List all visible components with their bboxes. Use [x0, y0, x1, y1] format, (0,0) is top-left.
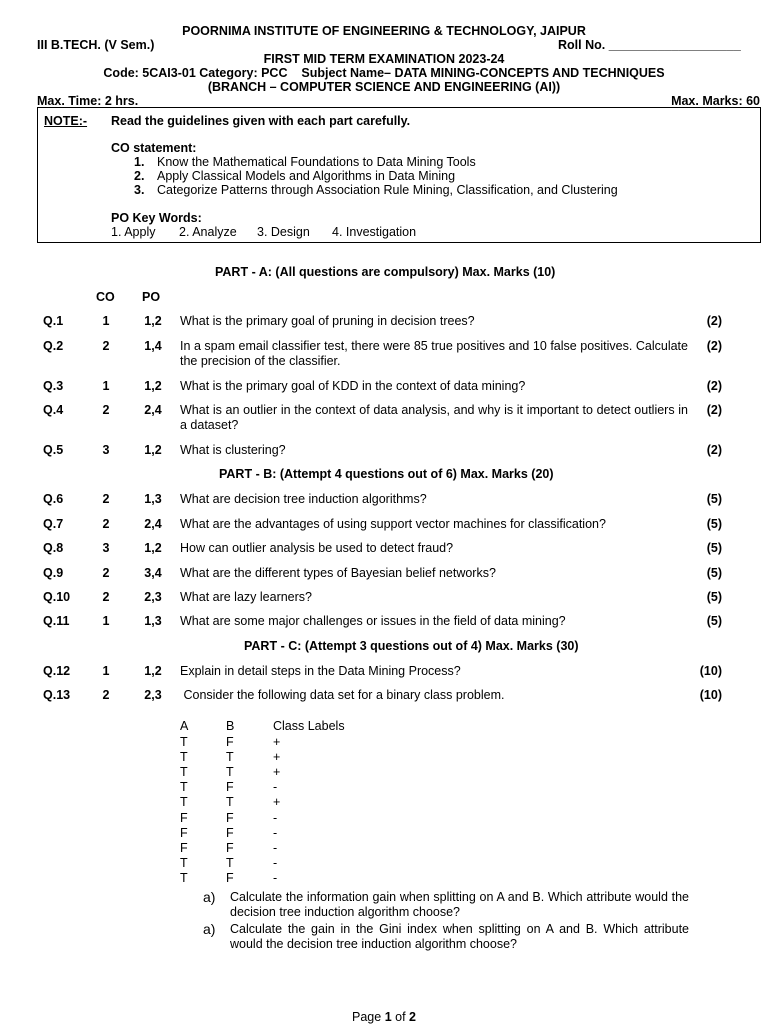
question-number: Q.10 [43, 590, 71, 604]
question-co: 2 [102, 492, 110, 506]
question-marks: (2) [706, 314, 722, 328]
dataset-cell-class: - [273, 856, 278, 870]
question-text: What is the primary goal of pruning in decision trees? [180, 314, 475, 328]
question-marks: (5) [706, 517, 722, 531]
question-number: Q.12 [43, 664, 71, 678]
question-number: Q.3 [43, 379, 64, 393]
po-keyword: 2. Analyze [179, 225, 237, 239]
dataset-cell-class: - [273, 811, 278, 825]
question-marks: (2) [706, 443, 722, 457]
question-text: Explain in detail steps in the Data Mining Process? [180, 664, 461, 678]
subject-code-line: Code: 5CAI3-01 Category: PCC Subject Name– DATA MINING-CONCEPTS AND TECHNIQUES [103, 66, 665, 80]
current-page: 1 [384, 1010, 392, 1024]
question-text: What are lazy learners? [180, 590, 313, 604]
question-co: 2 [102, 566, 110, 580]
dataset-cell-class: + [273, 795, 281, 809]
question-po: 1,2 [144, 664, 162, 678]
dataset-cell-class: - [273, 871, 278, 885]
question-marks: (5) [706, 541, 722, 555]
page-of: of [391, 1010, 410, 1024]
question-text: How can outlier analysis be used to detect fraud? [180, 541, 454, 555]
question-po: 1,2 [144, 443, 162, 457]
question-co: 2 [102, 590, 110, 604]
dataset-cell-b: F [226, 826, 234, 840]
question-number: Q.5 [43, 443, 64, 457]
question-po: 1,2 [144, 379, 162, 393]
question-po: 1,4 [144, 339, 162, 353]
question-number: Q.9 [43, 566, 64, 580]
question-row [0, 688, 768, 720]
question-row [0, 403, 768, 435]
page-number [0, 1010, 768, 1024]
dataset-cell-b: F [226, 780, 234, 794]
question-text: What is the primary goal of KDD in the context of data mining? [180, 379, 526, 393]
roll-number: Roll No. ___________________ [558, 38, 741, 52]
subpart-label: a) [203, 921, 216, 937]
co-item-number: 3. [134, 183, 145, 197]
dataset-cell-a: T [180, 795, 188, 809]
question-row [0, 339, 768, 371]
page-prefix: Page [352, 1010, 385, 1024]
co-item-number: 2. [134, 169, 145, 183]
question-marks: (5) [706, 614, 722, 628]
part-c-heading: PART - C: (Attempt 3 questions out of 4) Max. Marks (30) [244, 639, 579, 653]
note-label: NOTE:- [44, 114, 88, 128]
co-item-text: Apply Classical Models and Algorithms in Data Mining [157, 169, 456, 183]
question-text: What are the different types of Bayesian belief networks? [180, 566, 496, 580]
dataset-cell-class: - [273, 780, 278, 794]
question-text: What are some major challenges or issues in the field of data mining? [180, 614, 566, 628]
dataset-header-class: Class Labels [273, 719, 345, 733]
dataset-cell-a: T [180, 856, 188, 870]
question-text: What are the advantages of using support vector machines for classification? [180, 517, 606, 531]
co-item-text: Know the Mathematical Foundations to Data Mining Tools [157, 155, 476, 169]
question-po: 1,3 [144, 614, 162, 628]
subpart-text: Calculate the gain in the Gini index when splitting on A and B. Which attribute would the decision tree induction algorithm choose? [230, 922, 689, 951]
dataset-cell-class: + [273, 765, 281, 779]
class-label: III B.TECH. (V Sem.) [37, 38, 155, 52]
subpart-label: a) [203, 889, 216, 905]
po-keyword: 4. Investigation [332, 225, 417, 239]
question-co: 1 [102, 614, 110, 628]
dataset-cell-a: T [180, 750, 188, 764]
question-po: 2,4 [144, 403, 162, 417]
question-marks: (2) [706, 403, 722, 417]
dataset-cell-class: - [273, 826, 278, 840]
question-marks: (5) [706, 566, 722, 580]
institute-name: POORNIMA INSTITUTE OF ENGINEERING & TECHNOLOGY, JAIPUR [182, 24, 586, 38]
exam-title: FIRST MID TERM EXAMINATION 2023-24 [263, 52, 505, 66]
question-number: Q.8 [43, 541, 64, 555]
question-co: 2 [102, 688, 110, 702]
question-marks: (5) [706, 590, 722, 604]
question-text: What are decision tree induction algorithms? [180, 492, 427, 506]
dataset-cell-b: F [226, 811, 234, 825]
question-co: 1 [102, 379, 110, 393]
co-item-text: Categorize Patterns through Association Rule Mining, Classification, and Clustering [157, 183, 618, 197]
dataset-cell-a: F [180, 841, 188, 855]
question-marks: (2) [706, 379, 722, 393]
subpart-text: Calculate the information gain when splitting on A and B. Which attribute would the decision tree induction algorithm choose? [230, 890, 689, 919]
po-keywords-heading: PO Key Words: [111, 211, 202, 225]
question-co: 2 [102, 339, 110, 353]
question-marks: (10) [699, 664, 722, 678]
dataset-cell-b: T [226, 750, 234, 764]
question-po: 2,4 [144, 517, 162, 531]
dataset-cell-b: F [226, 735, 234, 749]
dataset-cell-a: T [180, 871, 188, 885]
co-column-header: CO [96, 290, 115, 304]
co-statement-heading: CO statement: [111, 141, 197, 155]
branch-line: (BRANCH – COMPUTER SCIENCE AND ENGINEERING (AI)) [207, 80, 561, 94]
po-keyword: 1. Apply [111, 225, 156, 239]
question-number: Q.1 [43, 314, 64, 328]
total-pages: 2 [409, 1010, 416, 1024]
max-time: Max. Time: 2 hrs. [37, 94, 139, 108]
part-a-heading: PART - A: (All questions are compulsory) Max. Marks (10) [215, 265, 556, 279]
dataset-header-a: A [180, 719, 189, 733]
question-po: 1,2 [144, 541, 162, 555]
question-marks: (5) [706, 492, 722, 506]
question-po: 1,3 [144, 492, 162, 506]
question-number: Q.13 [43, 688, 71, 702]
dataset-header-b: B [226, 719, 235, 733]
question-co: 1 [102, 314, 110, 328]
part-b-heading: PART - B: (Attempt 4 questions out of 6) Max. Marks (20) [219, 467, 554, 481]
question-number: Q.7 [43, 517, 64, 531]
dataset-cell-class: + [273, 750, 281, 764]
dataset-cell-b: T [226, 795, 234, 809]
question-number: Q.6 [43, 492, 64, 506]
question-marks: (2) [706, 339, 722, 353]
dataset-cell-class: - [273, 841, 278, 855]
co-item-number: 1. [134, 155, 145, 169]
dataset-cell-a: T [180, 735, 188, 749]
question-number: Q.2 [43, 339, 64, 353]
question-number: Q.4 [43, 403, 64, 417]
question-text: Consider the following data set for a binary class problem. [180, 688, 505, 702]
dataset-cell-a: F [180, 826, 188, 840]
po-keyword: 3. Design [257, 225, 310, 239]
question-text: What is an outlier in the context of data analysis, and why is it important to detect outliers in a dataset? [180, 403, 688, 432]
dataset-cell-a: T [180, 765, 188, 779]
note-text: Read the guidelines given with each part carefully. [111, 114, 411, 128]
max-marks: Max. Marks: 60 [671, 94, 760, 108]
question-co: 1 [102, 664, 110, 678]
question-co: 3 [102, 541, 110, 555]
question-po: 3,4 [144, 566, 162, 580]
dataset-cell-b: T [226, 765, 234, 779]
dataset-cell-a: T [180, 780, 188, 794]
dataset-cell-class: + [273, 735, 281, 749]
question-text: In a spam email classifier test, there were 85 true positives and 10 false positives. Calculate the precision of the classifier. [180, 339, 688, 368]
dataset-cell-b: F [226, 841, 234, 855]
question-co: 2 [102, 403, 110, 417]
question-po: 2,3 [144, 688, 162, 702]
question-co: 2 [102, 517, 110, 531]
dataset-cell-a: F [180, 811, 188, 825]
question-text: What is clustering? [180, 443, 286, 457]
dataset-cell-b: T [226, 856, 234, 870]
question-co: 3 [102, 443, 110, 457]
po-column-header: PO [142, 290, 161, 304]
question-po: 2,3 [144, 590, 162, 604]
question-po: 1,2 [144, 314, 162, 328]
question-marks: (10) [699, 688, 722, 702]
question-number: Q.11 [43, 614, 70, 628]
dataset-cell-b: F [226, 871, 234, 885]
